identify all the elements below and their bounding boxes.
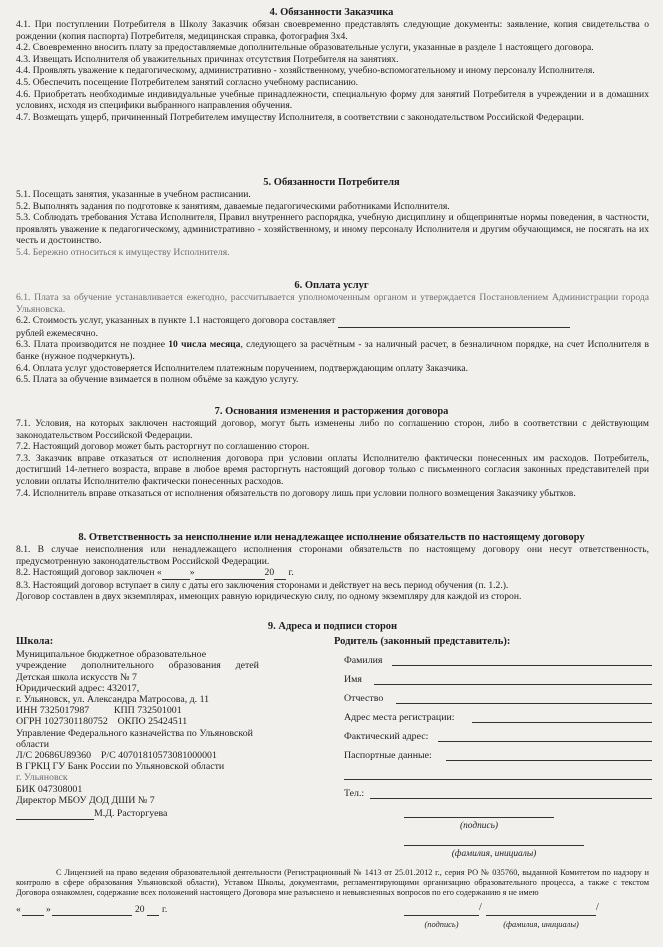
clause-cost: [0, 315, 663, 339]
field-blank-row: [334, 765, 652, 784]
field-line: [344, 779, 652, 780]
section-title: 4. Обязанности Заказчика: [269, 7, 394, 18]
year-prefix: 20: [264, 567, 275, 579]
cost-blank: [338, 315, 570, 328]
year-prefix: 20: [135, 904, 145, 915]
clause: 6.1. Плата за обучение устанавливается ежегодно, рассчитывается уполномоченным органом и утверждается Постановлением Администрации города Ульяновска.: [16, 292, 649, 315]
section-title: 8. Ответственность за неисполнение или ненадлежащее исполнение обязательств по настоящему договору: [78, 532, 585, 543]
day-blank: [162, 567, 190, 580]
clause-date: [0, 567, 663, 580]
clause: 6.4. Оплата услуг удостоверяется Исполнителем платежным поручением, подтверждающим оплату Заказчика.: [16, 362, 469, 374]
separator: /: [596, 901, 599, 913]
school-line: ИНН 7325017987 КПП 732501001: [16, 705, 182, 717]
field-line: [472, 722, 652, 723]
section-title: 6. Оплата услуг: [294, 280, 369, 291]
signature-caption: (подпись): [459, 821, 499, 831]
field-phone: [334, 784, 652, 803]
year-blank: [274, 567, 286, 580]
field-first-name: [334, 670, 652, 689]
field-last-name: [334, 651, 652, 670]
school-line: г. Ульяновск: [16, 772, 68, 784]
clause: 4.6. Приобретать необходимые индивидуальные учебные принадлежности, специальную форму для занятий Потребителя в учреждении и в домашних условиях, исходя из специфики выбранного направления обучения.: [16, 88, 649, 112]
clause-text: 6.2. Стоимость услуг, указанных в пункте 1.1 настоящего договора составляет: [16, 315, 338, 327]
acknowledgement-signature-row: [16, 903, 649, 937]
clause: 8.1. В случае неисполнения или ненадлежащего исполнения сторонами обязательств по настоящему договору они несут ответственность, предусмотренную законодательством Российской Федерации.: [16, 544, 649, 567]
parent-details: [334, 636, 652, 861]
school-line: БИК 047308001: [16, 783, 83, 795]
clause: [0, 339, 663, 362]
field-line: [392, 665, 652, 666]
field-label: Тел.:: [344, 788, 365, 799]
section-title: 7. Основания изменения и расторжения договора: [214, 406, 449, 417]
director-signature-row: [16, 808, 316, 820]
section-7: [0, 405, 663, 499]
field-line: [438, 741, 652, 742]
clause-text: 6.3. Плата производится не позднее: [16, 339, 169, 351]
clause: 8.3. Настоящий договор вступает в силу с даты его заключения сторонами и действует на весь период обучения (п. 1.2.).: [16, 579, 509, 591]
field-label: Фамилия: [344, 655, 383, 666]
clause: 7.3. Заказчик вправе отказаться от исполнения договора при условии оплаты Исполнителю фактически понесенных им расходов. Потребитель, достигший 14-летнего возраста, вправе в любое время расторгнуть настоящий договор только с письменного согласия законных представителей при условии оплаты Исполнителю фактически понесенных расходов.: [16, 452, 649, 487]
name-caption: (фамилия, инициалы): [503, 919, 579, 929]
day-blank: [22, 905, 44, 916]
section-5: [0, 176, 663, 259]
signature-line: [404, 905, 479, 916]
signature-caption: (подпись): [424, 919, 459, 929]
section-6: [0, 279, 663, 386]
section-title: 9. Адреса и подписи сторон: [267, 621, 398, 632]
field-label: Паспортные данные:: [344, 750, 432, 761]
year-blank: [147, 905, 159, 916]
clause-text: г.: [286, 567, 294, 579]
signature-line: [404, 817, 554, 818]
clause: Договор составлен в двух экземплярах, имеющих равную юридическую силу, по одному экземпляру для каждой из сторон.: [16, 591, 522, 603]
clause: 5.2. Выполнять задания по подготовке к занятиям, даваемые педагогическими работниками Исполнителя.: [16, 200, 450, 212]
date-open: «: [16, 904, 21, 915]
name-caption: (фамилия, инициалы): [451, 849, 537, 859]
parent-label: Родитель (законный представитель):: [334, 636, 511, 647]
school-line: В ГРКЦ ГУ Банк России по Ульяновской области: [16, 761, 225, 773]
school-label: Школа:: [16, 636, 54, 647]
clause: 5.1. Посещать занятия, указанные в учебном расписании.: [16, 189, 251, 200]
clause: 4.4. Проявлять уважение к педагогическому, административно - хозяйственному, учебно-вспомогательному и иному персоналу Исполнителя.: [16, 65, 595, 77]
section-8: [0, 531, 663, 603]
clause: 4.7. Возмещать ущерб, причиненный Потребителем имуществу Исполнителя, в соответствии с законодательством Российской Федерации.: [16, 111, 584, 123]
director-name: М.Д. Расторгуева: [94, 808, 168, 820]
separator: /: [479, 901, 482, 913]
school-line: Детская школа искусств № 7: [16, 671, 137, 683]
field-patronymic: [334, 689, 652, 708]
section-4: [0, 6, 663, 123]
month-blank: [195, 567, 265, 580]
signature-blank: [16, 808, 94, 820]
field-line: [370, 798, 652, 799]
school-line: Юридический адрес: 432017,: [16, 682, 140, 694]
field-line: [446, 760, 652, 761]
field-label: Фактический адрес:: [344, 731, 429, 742]
name-line: [404, 845, 584, 846]
license-acknowledgement: [0, 868, 663, 937]
field-label: Адрес места регистрации:: [344, 712, 455, 723]
year-suffix: г.: [162, 904, 168, 915]
clause: 4.5. Обеспечить посещение Потребителем занятий согласно учебному расписанию.: [16, 76, 359, 88]
field-line: [396, 703, 652, 704]
clause: 4.1. При поступлении Потребителя в Школу Заказчик обязан своевременно представлять следующие документы: заявление, копия свидетельства о рождении (копия паспорта) Потребителя, медицинская справка, фотография 3х4.: [16, 19, 649, 42]
school-line: г. Ульяновск, ул. Александра Матросова, д. 11: [16, 694, 210, 706]
school-line: области: [16, 738, 50, 750]
date-close: »: [46, 904, 51, 915]
field-actual-address: [334, 727, 652, 746]
school-line: ОГРН 1027301180752 ОКПО 25424511: [16, 716, 188, 728]
clause: 4.3. Извещать Исполнителя об уважительных причинах отсутствия Потребителя на занятиях.: [16, 53, 399, 65]
school-line: Управление Федерального казначейства по Ульяновской: [16, 727, 253, 739]
clause: 6.5. Плата за обучение взимается в полном объёме за каждую услугу.: [16, 374, 299, 386]
section-9: [16, 620, 649, 859]
field-passport: [334, 746, 652, 765]
clause: 7.1. Условия, на которых заключен настоящий договор, могут быть изменены либо по соглашению сторон, либо в соответствии с действующим законодательством Российской Федерации.: [16, 418, 649, 441]
field-label: Имя: [344, 674, 362, 685]
month-blank: [52, 905, 132, 916]
field-registration-address: [334, 708, 652, 727]
section-title: 5. Обязанности Потребителя: [263, 177, 400, 188]
field-line: [374, 684, 652, 685]
emphasis: 10 числа месяца: [168, 339, 241, 351]
school-line: Л/С 20686U89360 Р/С 40701810573081000001: [16, 750, 217, 762]
field-label: Отчество: [344, 693, 384, 704]
clause-text: »: [189, 567, 195, 579]
clause: 5.4. Бережно относиться к имуществу Исполнителя.: [16, 246, 230, 258]
clause: 7.2. Настоящий договор может быть расторгнут по соглашению сторон.: [16, 441, 310, 453]
school-line: Муниципальное бюджетное образовательное: [16, 649, 207, 661]
school-line: Директор МБОУ ДОД ДШИ № 7: [16, 794, 155, 806]
clause: 4.2. Своевременно вносить плату за предоставляемые дополнительные образовательные услуги, указанные в разделе 1 настоящего договора.: [16, 42, 594, 54]
clause-text: , следующего за расчётным - за наличный расчет, в безналичном порядке, на счет Исполнителя в банке (нужное подчеркнуть).: [16, 339, 650, 362]
school-details: [16, 636, 316, 820]
acknowledgement-text: С Лицензией на право ведения образовательной деятельности (Регистрационный № 1413 от 25.01.2012 г., серия РО № 035760, выданной Комитетом по надзору и контролю в сфере образования Ульяновской области), Уставом Школы, документами, регламентирующими организацию образовательного процесса, а также с текстом Договора ознакомлен, содержание всех положений настоящего Договора мне разъяснено и невыясненных вопросов по его содержанию я не имею: [16, 868, 649, 898]
clause-text: 8.2. Настоящий договор заключен «: [16, 567, 162, 579]
clause: 5.3. Соблюдать требования Устава Исполнителя, Правил внутреннего распорядка, учебную дисциплину и общепринятые нормы поведения, в частности, проявлять уважение к педагогическому, административно - хозяйственному, и иному персоналу Исполнителя и другим обучающимся, не посягать на их честь и достоинство.: [16, 212, 649, 247]
school-line: учреждение дополнительного образования детей: [16, 660, 259, 672]
name-line: [486, 905, 596, 916]
clause: 7.4. Исполнитель вправе отказаться от исполнения обязательств по договору лишь при условии полного возмещения Заказчику убытков.: [16, 487, 576, 499]
parent-signature-block: [334, 803, 652, 861]
clause-text: рублей ежемесячно.: [16, 327, 98, 339]
